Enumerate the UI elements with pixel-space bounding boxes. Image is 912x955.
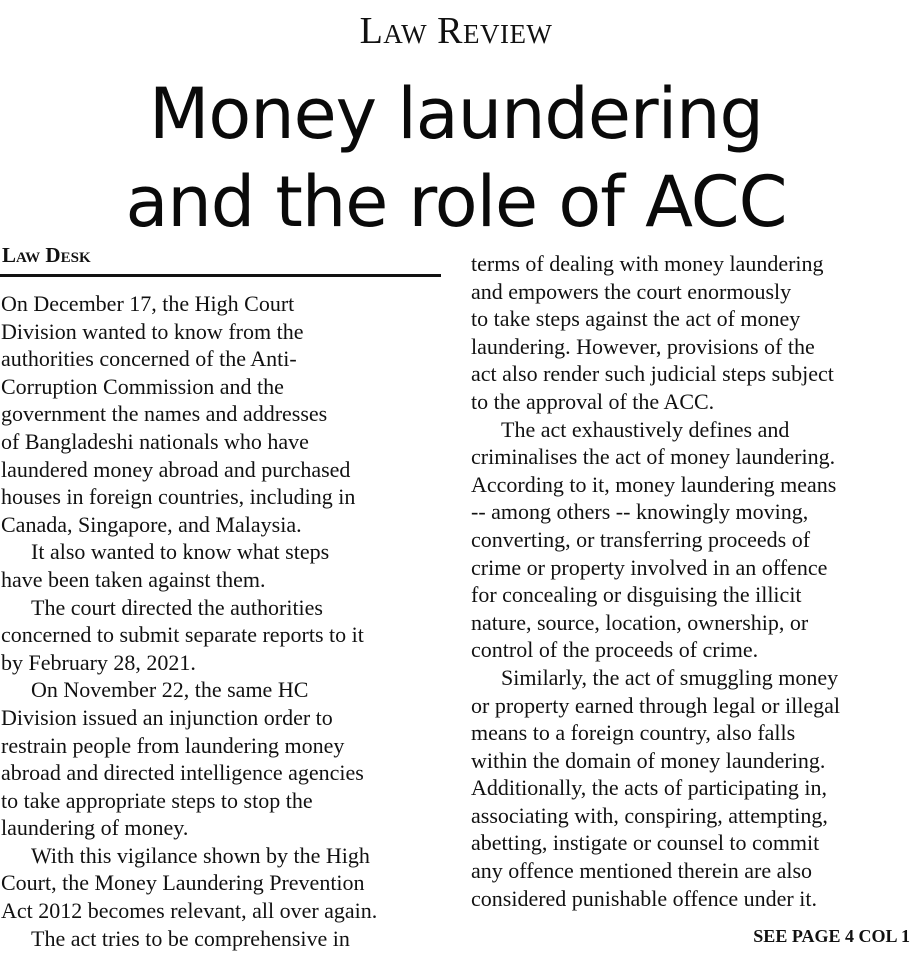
text-line: restrain people from laundering money <box>1 732 345 758</box>
text-line: converting, or transferring proceeds of <box>471 526 811 552</box>
text-line: abetting, instigate or counsel to commit <box>471 830 820 856</box>
text-line: Similarly, the act of smuggling money <box>501 664 839 690</box>
text-line: nature, source, location, ownership, or <box>471 609 809 635</box>
text-line: According to it, money laundering means <box>471 471 837 497</box>
byline-rule <box>0 274 441 277</box>
text-line: concerned to submit separate reports to it <box>1 622 364 648</box>
text-line: and empowers the court enormously <box>471 278 792 304</box>
text-line: On December 17, the High Court <box>1 291 295 316</box>
text-line: Act 2012 becomes relevant, all over again. <box>1 898 378 924</box>
text-line: Canada, Singapore, and Malaysia. <box>1 511 302 537</box>
text-line: control of the proceeds of crime. <box>471 637 759 663</box>
text-line: laundering of money. <box>1 815 189 841</box>
headline-line-1: Money laundering <box>149 73 763 155</box>
text-line: any offence mentioned therein are also <box>471 858 813 884</box>
text-line: for concealing or disguising the illicit <box>471 582 802 608</box>
continued-on-page-link: SEE PAGE 4 COL 1 <box>753 926 910 946</box>
right-column <box>471 250 911 912</box>
text-line: -- among others -- knowingly moving, <box>471 499 809 525</box>
text-line: of Bangladeshi nationals who have <box>1 428 309 454</box>
text-line: within the domain of money laundering. <box>471 747 826 773</box>
byline: Law Desk <box>2 243 91 267</box>
text-line: It also wanted to know what steps <box>31 539 330 565</box>
section-label: Law Review <box>359 10 553 52</box>
headline <box>0 70 912 246</box>
text-line: With this vigilance shown by the High <box>31 842 370 868</box>
text-line: to take appropriate steps to stop the <box>1 787 313 813</box>
text-line: to take steps against the act of money <box>471 306 801 332</box>
text-line: The act tries to be comprehensive in <box>31 925 350 951</box>
text-line: associating with, conspiring, attempting, <box>471 802 828 828</box>
text-line: government the names and addresses <box>1 401 328 427</box>
headline-line-2: and the role of ACC <box>125 161 787 243</box>
text-line: act also render such judicial steps subject <box>471 361 834 387</box>
text-line: by February 28, 2021. <box>1 649 196 675</box>
text-line: Court, the Money Laundering Prevention <box>1 870 365 896</box>
left-column <box>1 290 441 952</box>
text-line: The act exhaustively defines and <box>501 416 790 442</box>
text-line: have been taken against them. <box>1 566 266 592</box>
text-line: means to a foreign country, also falls <box>471 720 796 746</box>
text-line: On November 22, the same HC <box>31 677 309 703</box>
text-line: laundering. However, provisions of the <box>471 333 815 359</box>
text-line: Corruption Commission and the <box>1 373 284 399</box>
text-line: to the approval of the ACC. <box>471 388 715 414</box>
text-line: laundered money abroad and purchased <box>1 456 351 482</box>
text-line: houses in foreign countries, including in <box>1 484 356 510</box>
text-line: crime or property involved in an offence <box>471 554 828 580</box>
text-line: Division wanted to know from the <box>1 318 304 344</box>
text-line: considered punishable offence under it. <box>471 885 817 911</box>
text-line: abroad and directed intelligence agencies <box>1 760 364 786</box>
text-line: authorities concerned of the Anti- <box>1 346 297 372</box>
text-line: The court directed the authorities <box>31 594 323 620</box>
text-line: criminalises the act of money laundering. <box>471 444 836 470</box>
text-line: Division issued an injunction order to <box>1 704 333 730</box>
text-line: terms of dealing with money laundering <box>471 251 824 276</box>
text-line: Additionally, the acts of participating in, <box>471 775 827 801</box>
text-line: or property earned through legal or illegal <box>471 692 840 718</box>
